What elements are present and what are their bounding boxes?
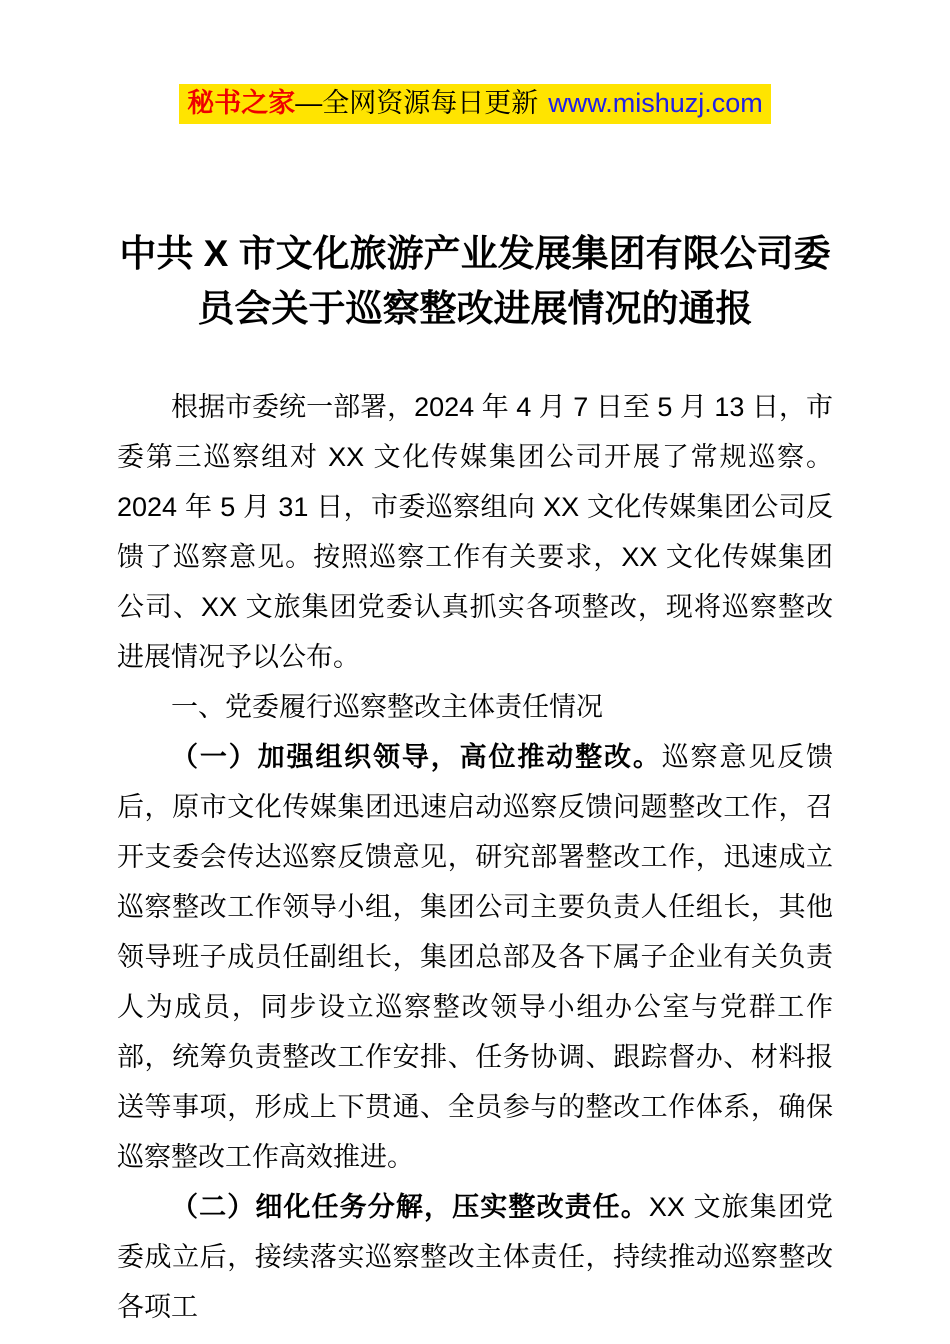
paragraph-section-1-1 bbox=[117, 732, 833, 1182]
header-highlight-band bbox=[179, 84, 771, 124]
paragraph-section-1-1-text: 巡察意见反馈后，原市文化传媒集团迅速启动巡察反馈问题整改工作，召开支委会传达巡察反馈意见，研究部署整改工作，迅速成立巡察整改工作领导小组，集团公司主要负责人任组长，其他领导班子成员任副组长，集团总部及各下属子企业有关负责人为成员，同步设立巡察整改领导小组办公室与党群工作部，统筹负责整改工作安排、任务协调、跟踪督办、材料报送等事项，形成上下贯通、全员参与的整改工作体系，确保巡察整改工作高效推进。 bbox=[117, 742, 834, 1172]
paragraph-section-1-2-text: XX 文旅集团党委成立后，接续落实巡察整改主体责任，持续推动巡察整改各项工 bbox=[117, 1192, 834, 1322]
dash-separator: — bbox=[295, 88, 323, 118]
paragraph-section-1-2-lead: （二）细化任务分解，压实整改责任。 bbox=[171, 1192, 649, 1222]
document-title: 中共 X 市文化旅游产业发展集团有限公司委员会关于巡察整改进展情况的通报 bbox=[119, 233, 831, 329]
section-heading-1: 一、党委履行巡察整改主体责任情况 bbox=[171, 692, 603, 722]
site-brand: 秘书之家 bbox=[187, 88, 296, 118]
site-url-link[interactable]: www.mishuzj.com bbox=[548, 88, 763, 118]
site-tagline: 全网资源每日更新 bbox=[322, 88, 539, 118]
paragraph-intro bbox=[117, 382, 833, 682]
paragraph-section-1-1-lead: （一）加强组织领导，高位推动整改。 bbox=[171, 742, 662, 772]
paragraph-section-1-2 bbox=[117, 1182, 833, 1332]
paragraph-intro-text: 根据市委统一部署，2024 年 4 月 7 日至 5 月 13 日，市委第三巡察组对 XX 文化传媒集团公司开展了常规巡察。2024 年 5 月 31 日，市委巡察组向 XX 文化传媒集团公司反馈了巡察意见。按照巡察工作有关要求，XX 文化传媒集团公司、XX 文旅集团党委认真抓实各项整改，现将巡察整改进展情况予以公布。 bbox=[117, 392, 833, 672]
site-header bbox=[0, 84, 950, 124]
document-body bbox=[117, 382, 833, 1332]
